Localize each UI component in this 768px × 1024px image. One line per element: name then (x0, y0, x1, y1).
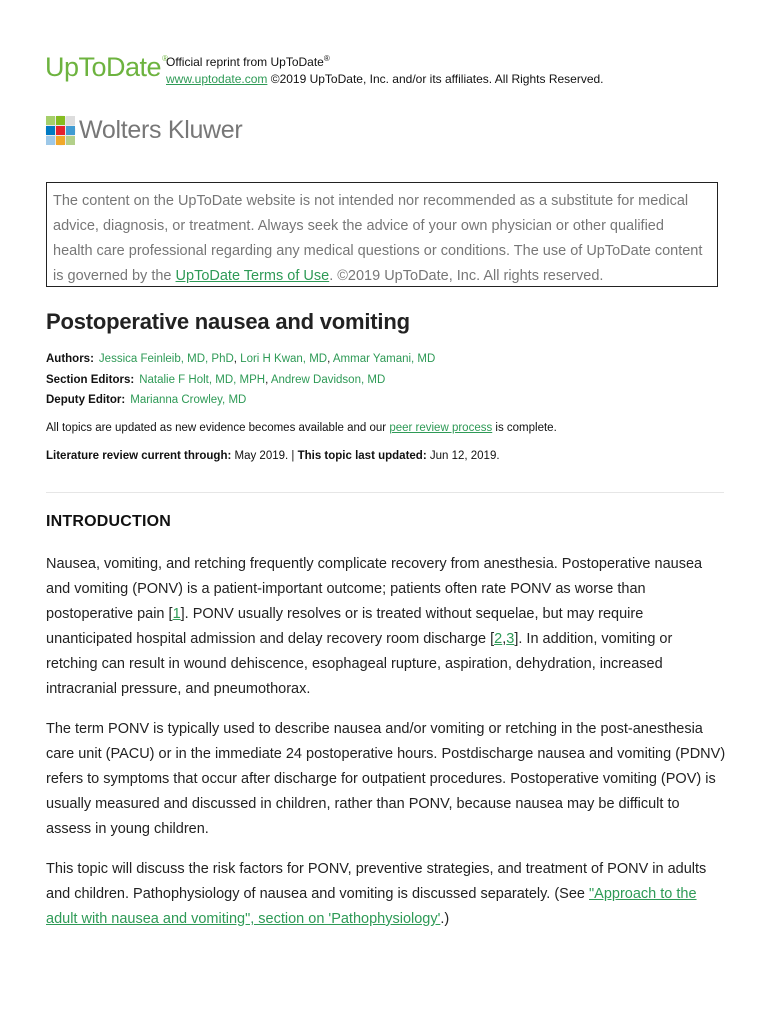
reprint-text: Official reprint from UpToDate (166, 55, 324, 69)
wolters-kluwer-text: Wolters Kluwer (79, 116, 243, 144)
reference-link-3[interactable]: 3 (506, 631, 515, 647)
update-text: All topics are updated as new evidence becomes available and our (46, 422, 390, 434)
divider (46, 492, 724, 493)
section-heading-introduction: INTRODUCTION (46, 513, 172, 530)
section-editor-link[interactable]: Natalie F Holt, MD, MPH (139, 374, 266, 386)
copyright-line (166, 72, 604, 86)
uptodate-logo-reg: ® (162, 54, 168, 63)
page-title: Postoperative nausea and vomiting (46, 309, 410, 334)
disclaimer-box (46, 182, 718, 287)
deputy-editor-row (46, 394, 246, 406)
section-editor-link[interactable]: Andrew Davidson, MD (270, 374, 386, 386)
para-text: .) (440, 911, 450, 927)
lit-review-label: Literature review current through: (46, 450, 232, 462)
uptodate-logo (45, 52, 167, 83)
author-link[interactable]: Lori H Kwan, MD (240, 353, 328, 365)
reprint-notice (166, 54, 330, 69)
pathophysiology-link[interactable]: "Approach to the adult with nausea and vomiting", section on 'Pathophysiology' (46, 886, 697, 927)
lit-review-value: May 2019. | (231, 450, 298, 462)
deputy-editor-label: Deputy Editor: (46, 394, 126, 406)
intro-paragraph-3 (46, 857, 726, 932)
disclaimer-copyright: . ©2019 UpToDate, Inc. All rights reserved. (329, 268, 604, 284)
update-text-end: is complete. (492, 422, 557, 434)
last-updated-value: Jun 12, 2019. (426, 450, 500, 462)
disclaimer-text: The content on the UpToDate website is not intended nor recommended as a substitute for medical advice, diagnosis, or treatment. Always seek the advice of your own physician or other qualified health care professional regarding any medical questions or conditions. The use of UpToDate content is governed by the (53, 193, 703, 284)
para-text: Nausea, vomiting, and retching frequently complicate recovery from anesthesia. Postoperative nausea and vomiting (PONV) is a patient-important outcome; patients often rate PONV as worse than postoperative pain [ (46, 556, 703, 622)
update-notice (46, 422, 557, 434)
section-editors-row: Section Editors: Natalie F Holt, MD, MPH, Andrew Davidson, MD (46, 374, 386, 386)
para-text: ]. In addition, vomiting or retching can result in wound dehiscence, esophageal rupture, aspiration, dehydration, increased intracranial pressure, and pneumothorax. (46, 631, 673, 697)
peer-review-link[interactable]: peer review process (389, 422, 493, 434)
deputy-editor-link[interactable]: Marianna Crowley, MD (130, 394, 247, 406)
authors-row: Authors: Jessica Feinleib, MD, PhD, Lori H Kwan, MD, Ammar Yamani, MD (46, 353, 436, 365)
reprint-reg: ® (323, 54, 330, 63)
authors-label: Authors: (46, 353, 94, 365)
wolters-kluwer-logo-icon (45, 115, 76, 146)
reference-link-2[interactable]: 2 (494, 631, 503, 647)
author-link[interactable]: Ammar Yamani, MD (332, 353, 436, 365)
intro-paragraph-1 (46, 552, 726, 702)
para-text: This topic will discuss the risk factors for PONV, preventive strategies, and treatment of PONV in adults and children. Pathophysiology of nausea and vomiting is discussed separately. (See (46, 861, 707, 902)
copyright-text: ©2019 UpToDate, Inc. and/or its affiliates. All Rights Reserved. (267, 72, 604, 86)
ref-separator: , (502, 631, 507, 647)
author-link[interactable]: Jessica Feinleib, MD, PhD (98, 353, 234, 365)
reference-link-1[interactable]: 1 (172, 606, 181, 622)
terms-of-use-link[interactable]: UpToDate Terms of Use (175, 268, 330, 284)
review-dates (46, 450, 500, 462)
section-editors-label: Section Editors: (46, 374, 135, 386)
para-text: ]. PONV usually resolves or is treated without sequelae, but may require unanticipated hospital admission and delay recovery room discharge [ (46, 606, 644, 647)
last-updated-label: This topic last updated: (297, 450, 427, 462)
wolters-kluwer-logo (45, 115, 242, 146)
uptodate-logo-text: UpToDate (45, 52, 162, 82)
uptodate-site-link[interactable]: www.uptodate.com (166, 72, 268, 86)
intro-paragraph-2: The term PONV is typically used to describe nausea and/or vomiting or retching in the post-anesthesia care unit (PACU) or in the immediate 24 postoperative hours. Postdischarge nausea and vomiting (PDNV) refers to symptoms that occur after discharge for outpatient procedures. Postoperative vomiting (POV) is usually measured and discussed in children, rather than PONV, because nausea may be difficult to assess in young children. (46, 721, 726, 837)
